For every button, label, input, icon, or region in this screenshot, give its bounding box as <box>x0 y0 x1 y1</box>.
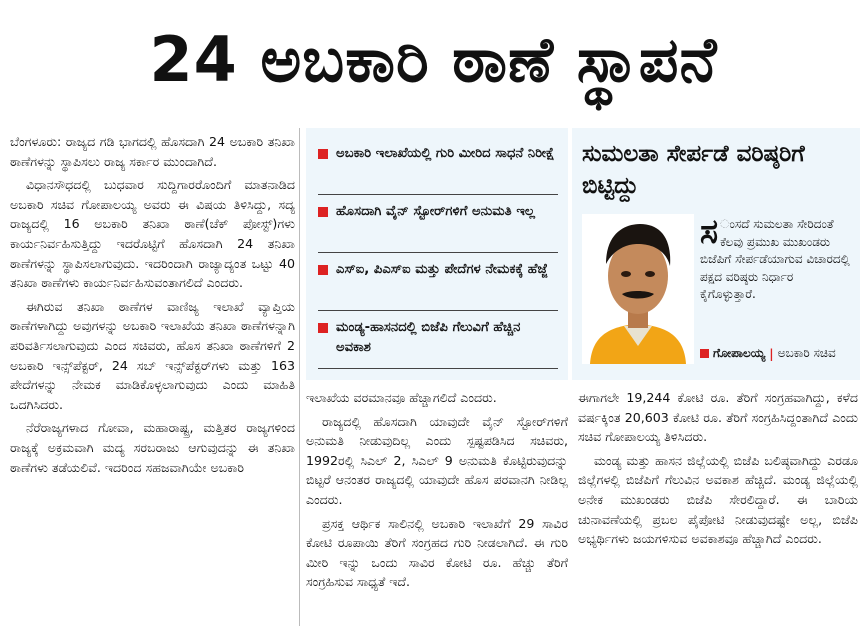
highlight-item <box>318 144 560 164</box>
paragraph: ವಿಧಾನಸೌಧದಲ್ಲಿ ಬುಧವಾರ ಸುದ್ದಿಗಾರರೊಂದಿಗೆ ಮಾತನಾಡಿದ ಅಬಕಾರಿ ಸಚಿವ ಗೋಪಾಲಯ್ಯ ಅವರು ಈ ವಿಷಯ ತಿಳಿಸಿದ್ದು, ಸದ್ಯ ರಾಜ್ಯದಲ್ಲಿ 16 ಅಬಕಾರಿ ತನಿಖಾ ಠಾಣೆ(ಚೆಕ್ ಪೋಸ್ಟ್)ಗಳು ಕಾರ್ಯನಿರ್ವಹಿಸುತ್ತಿದ್ದು ಇದರೊಟ್ಟಿಗೆ ಹೊಸದಾಗಿ 24 ತನಿಖಾ ಠಾಣೆಗಳನ್ನು ಸ್ಥಾಪಿಸಲಾಗುವುದು. ಇದರಿಂದಾಗಿ ರಾಜ್ಯಾದ್ಯಂತ ಒಟ್ಟು 40 ತನಿಖಾ ಠಾಣೆಗಳು ಕಾರ್ಯನಿರ್ವಹಿಸುವಂತಾಗಲಿದೆ ಎಂದರು. <box>10 177 295 291</box>
column-divider <box>299 128 300 626</box>
highlight-text: ಮಂಡ್ಯ-ಹಾಸನದಲ್ಲಿ ಬಿಜೆಪಿ ಗೆಲುವಿಗೆ ಹೆಚ್ಚಿನ ಅವಕಾಶ <box>336 320 521 355</box>
sidebar-box <box>572 128 860 380</box>
article-column-1 <box>10 132 295 481</box>
divider <box>318 368 558 369</box>
drop-cap: ಸ <box>700 212 719 252</box>
paragraph: ಈಗಿರುವ ತನಿಖಾ ಠಾಣೆಗಳ ವಾಣಿಜ್ಯ ಇಲಾಖೆ ವ್ಯಾಪ್ತಿಯ ಠಾಣೆಗಳಾಗಿದ್ದು ಅವುಗಳನ್ನು ಅಬಕಾರಿ ಇಲಾಖೆಯ ತನಿಖಾ ಠಾಣೆಗಳನ್ನಾಗಿ ಪರಿವರ್ತಿಸಲಾಗುವುದು ಎಂದ ಸಚಿವರು, ಹೊಸ ತನಿಖಾ ಠಾಣೆಗಳಿಗೆ 2 ಅಬಕಾರಿ ಇನ್ಸ್‌ಪೆಕ್ಟರ್, 24 ಸಬ್ ಇನ್ಸ್‌ಪೆಕ್ಟರ್‌ಗಳು ಮತ್ತು 163 ಪೇದೆಗಳನ್ನು ನೇಮಕ ಮಾಡಿಕೊಳ್ಳಲಾಗುವುದು ಎಂದು ಮಾಹಿತಿ ಒದಗಿಸಿದರು. <box>10 298 295 412</box>
caption-role: ಅಬಕಾರಿ ಸಚಿವ <box>777 346 836 360</box>
caption-separator: | <box>769 346 774 361</box>
sidebar-title: ಸುಮಲತಾ ಸೇರ್ಪಡೆ ವರಿಷ್ಠರಿಗೆ ಬಿಟ್ಟಿದ್ದು <box>582 141 805 199</box>
caption-name: ಗೋಪಾಲಯ್ಯ <box>713 346 766 360</box>
paragraph: ಬೆಂಗಳೂರು: ರಾಜ್ಯದ ಗಡಿ ಭಾಗದಲ್ಲಿ ಹೊಸದಾಗಿ 24 ಅಬಕಾರಿ ತನಿಖಾ ಠಾಣೆಗಳನ್ನು ಸ್ಥಾಪಿಸಲು ರಾಜ್ಯ ಸರ್ಕಾರ ಮುಂದಾಗಿದೆ. <box>10 134 295 169</box>
square-bullet-icon <box>700 349 709 358</box>
paragraph: ಮಂಡ್ಯ ಮತ್ತು ಹಾಸನ ಜಿಲ್ಲೆಯಲ್ಲಿ ಬಿಜೆಪಿ ಬಲಿಷ್ಠವಾಗಿದ್ದು ಎರಡೂ ಜಿಲ್ಲೆಗಳಲ್ಲಿ ಬಿಜೆಪಿಗೆ ಗೆಲುವಿನ ಅವಕಾಶ ಹೆಚ್ಚಿದೆ. ಮಂಡ್ಯ ಜಿಲ್ಲೆಯಲ್ಲಿ ಅನೇಕ ಮುಖಂಡರು ಬಿಜೆಪಿ ಸೇರಲಿದ್ದಾರೆ. ಈ ಬಾರಿಯ ಚುನಾವಣೆಯಲ್ಲಿ ಪ್ರಬಲ ಪೈಪೋಟಿ ನೀಡುವುದಷ್ಟೇ ಅಲ್ಲ, ಬಿಜೆಪಿ ಅಭ್ಯರ್ಥಿಗಳು ಜಯಗಳಿಸುವ ಅವಕಾಶವೂ ಹೆಚ್ಚಾಗಿದೆ ಎಂದರು. <box>578 452 858 547</box>
paragraph: ಇಲಾಖೆಯ ವರಮಾನವೂ ಹೆಚ್ಚಾಗಲಿದೆ ಎಂದರು. <box>306 390 497 405</box>
photo-caption <box>700 346 854 361</box>
highlight-item <box>318 260 560 280</box>
portrait-photo <box>582 214 694 364</box>
square-bullet-icon <box>318 207 328 217</box>
article-column-3 <box>578 388 858 553</box>
headline: 24 ಅಬಕಾರಿ ಠಾಣೆ ಸ್ಥಾಪನೆ <box>149 23 718 96</box>
highlight-text: ಎಸ್‌ಐ, ಪಿಎಸ್‌ಐ ಮತ್ತು ಪೇದೆಗಳ ನೇಮಕಕ್ಕೆ ಹೆಜ್ಜೆ <box>336 262 548 277</box>
paragraph: ಪ್ರಸಕ್ತ ಆರ್ಥಿಕ ಸಾಲಿನಲ್ಲಿ ಅಬಕಾರಿ ಇಲಾಖೆಗೆ 29 ಸಾವಿರ ಕೋಟಿ ರೂಪಾಯಿ ತೆರಿಗೆ ಸಂಗ್ರಹದ ಗುರಿ ನೀಡಲಾಗಿದೆ. ಈ ಗುರಿ ಮೀರಿ ಇನ್ನು ಒಂದು ಸಾವಿರ ಕೋಟಿ ರೂ. ಹೆಚ್ಚು ತೆರಿಗೆ ಸಂಗ್ರಹಿಸುವ ಸಾಧ್ಯತೆ ಇದೆ. <box>306 515 568 590</box>
divider <box>318 252 558 253</box>
paragraph: ನೆರೆರಾಜ್ಯಗಳಾದ ಗೋವಾ, ಮಹಾರಾಷ್ಟ್ರ, ಮತ್ತಿತರ ರಾಜ್ಯಗಳಿಂದ ರಾಜ್ಯಕ್ಕೆ ಅಕ್ರಮವಾಗಿ ಮದ್ಯ ಸರಬರಾಜು ಆಗುವುದನ್ನು ಈ ತನಿಖಾ ಠಾಣೆಗಳು ತಡೆಯಲಿವೆ. ಇದರಿಂದ ಸಹಜವಾಗಿಯೇ ಅಬಕಾರಿ <box>10 420 295 475</box>
paragraph: ರಾಜ್ಯದಲ್ಲಿ ಹೊಸದಾಗಿ ಯಾವುದೇ ವೈನ್ ಸ್ಟೋರ್‌ಗಳಿಗೆ ಅನುಮತಿ ನೀಡುವುದಿಲ್ಲ ಎಂದು ಸ್ಪಷ್ಟಪಡಿಸಿದ ಸಚಿವರು, 1992ರಲ್ಲಿ ಸಿಎಲ್ 2, ಸಿಎಲ್ 9 ಅನುಮತಿ ಕೊಟ್ಟಿರುವುದನ್ನು ಬಿಟ್ಟರೆ ಆನಂತರ ರಾಜ್ಯದಲ್ಲಿ ಯಾವುದೇ ಹೊಸ ಪರವಾನಗಿ ನೀಡಿಲ್ಲ ಎಂದರು. <box>306 413 568 507</box>
highlights-box <box>306 128 568 380</box>
square-bullet-icon <box>318 265 328 275</box>
square-bullet-icon <box>318 149 328 159</box>
highlight-item <box>318 202 560 222</box>
square-bullet-icon <box>318 323 328 333</box>
paragraph: ಈಗಾಗಲೇ 19,244 ಕೋಟಿ ರೂ. ತೆರಿಗೆ ಸಂಗ್ರಹವಾಗಿದ್ದು, ಕಳೆದ ವರ್ಷಕ್ಕಿಂತ 20,603 ಕೋಟಿ ರೂ. ತೆರಿಗೆ ಸಂಗ್ರಹಿಸಿದ್ದಂತಾಗಿದೆ ಎಂದು ಸಚಿವ ಗೋಪಾಲಯ್ಯ ತಿಳಿಸಿದರು. <box>578 390 858 445</box>
highlight-text: ಹೊಸದಾಗಿ ವೈನ್ ಸ್ಟೋರ್‌ಗಳಿಗೆ ಅನುಮತಿ ಇಲ್ಲ <box>336 204 536 219</box>
article-column-2 <box>306 388 568 596</box>
divider <box>318 194 558 195</box>
divider <box>318 310 558 311</box>
sidebar-body: ಂಸದೆ ಸುಮಲತಾ ಸೇರಿದಂತೆ ಕೆಲವು ಪ್ರಮುಖ ಮುಖಂಡರು ಬಿಜೆಪಿಗೆ ಸೇರ್ಪಡೆಯಾಗುವ ವಿಚಾರದಲ್ಲಿ ಪಕ್ಷದ ವರಿಷ್ಠರು ನಿರ್ಧಾರ ಕೈಗೊಳ್ಳುತ್ತಾರೆ. <box>700 217 850 301</box>
highlight-item <box>318 318 560 358</box>
sidebar-text <box>700 212 852 304</box>
highlight-text: ಅಬಕಾರಿ ಇಲಾಖೆಯಲ್ಲಿ ಗುರಿ ಮೀರಿದ ಸಾಧನೆ ನಿರೀಕ್ಷೆ <box>336 146 555 161</box>
